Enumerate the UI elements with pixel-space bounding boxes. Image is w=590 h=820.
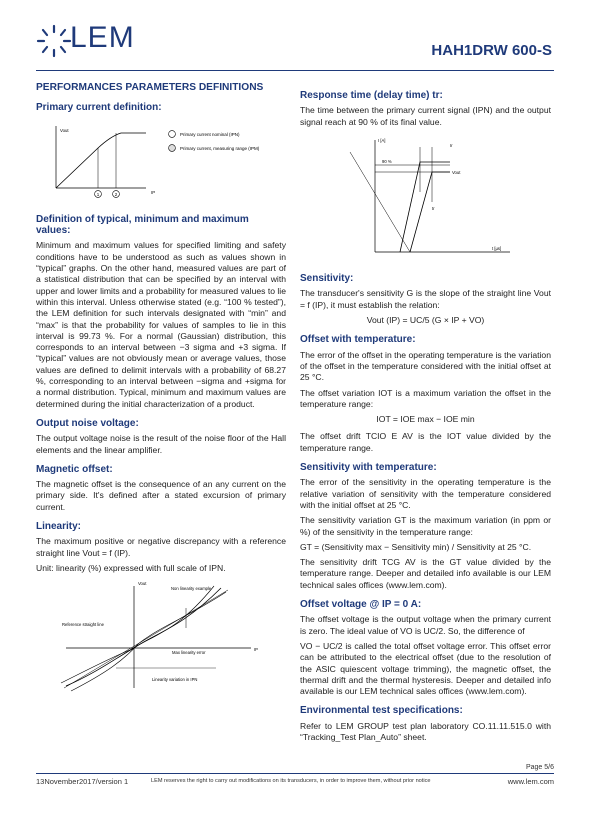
primary-current-diagram bbox=[36, 118, 286, 203]
sensitivity-text: The transducer's sensitivity G is the slope of the straight line Vout = f (IP), it must establish the relation: bbox=[300, 288, 551, 310]
magnetic-offset-text: The magnetic offset is the consequence of an any current on the primary side. It's defined after a stated excursion of primary current. bbox=[36, 479, 286, 512]
sensitivity-temp-text-3: GT = (Sensitivity max − Sensitivity min) / Sensitivity at 25 °C. bbox=[300, 541, 532, 552]
label-variation: Linearity variation in IPN bbox=[152, 677, 198, 683]
label-nonlinear: Non linearity example bbox=[171, 586, 212, 592]
page-number: Page 5/6 bbox=[525, 764, 554, 771]
figure1-legend-2: Primary current, measuring range (IPM) bbox=[180, 145, 260, 151]
footer-website[interactable]: www.lem.com bbox=[507, 777, 554, 786]
environmental-heading: Environmental test specifications: bbox=[300, 705, 463, 717]
sensitivity-temp-text-1: The error of the sensitivity in the operating temperature is the relative variation of sensitivity with the temperature considered with the initial offset at 25 °C. bbox=[300, 477, 551, 510]
product-name: HAH1DRW 600-S bbox=[431, 42, 552, 59]
primary-current-figure bbox=[36, 118, 286, 206]
typical-values-text: Minimum and maximum values for specified limiting and safety conditions have to be understood as such as values shown in “typical” graphs. On the other hand, measured values are part of a statistical distribution that can be specified by an interval with upper and lower limits and a probability for measured values to lie within this interval. Unless otherwise stated (e.g. “100 % tested”), the LEM definition for such intervals designated with “min” and “max” is that the probability for values of samples to lie in this interval is 99.73 %. For a normal (Gaussian) distribution, this corresponds to an interval between −3 sigma and +3 sigma. If “typical” values are not obviously mean or average values, those values are defined to delimit intervals with a probability of 68.27 %, corresponding to an interval between −sigma and +sigma for a normal distribution. Typical, minimum and maximum values are determined during the initial characterization of a product. bbox=[36, 240, 286, 409]
environmental-text: Refer to LEM GROUP test plan laboratory CO.11.11.515.0 with “Tracking_Test Plan_Auto” sheet. bbox=[300, 720, 551, 742]
response-figure bbox=[300, 132, 551, 265]
offset-temp-heading: Offset with temperature: bbox=[300, 334, 416, 346]
figure3-axis-y: I [A] bbox=[378, 137, 386, 143]
noise-text: The output voltage noise is the result of the noise floor of the Hall elements and the linear amplifier. bbox=[36, 433, 286, 455]
figure1-axis-y: Vout bbox=[60, 127, 69, 133]
offset-voltage-text-2: VO − UC/2 is called the total offset voltage error. This offset error can be attributed to the electrical offset (due to the resolution of the ASIC quiescent voltage trimming), the magnetic offset, the thermal drift and the thermal hysteresis. Deeper and detailed info available is our LEM technical sales offices (www.lem.com). bbox=[300, 640, 551, 697]
linearity-text-1: The maximum positive or negative discrepancy with a reference straight line Vout = f (IP). bbox=[36, 536, 286, 558]
footer-divider bbox=[36, 773, 554, 774]
offset-voltage-heading: Offset voltage @ IP = 0 A: bbox=[300, 599, 422, 611]
figure2-axis-x: IP bbox=[254, 647, 258, 653]
figure2-axis-y: Vout bbox=[138, 581, 147, 587]
page-header bbox=[0, 0, 590, 75]
linearity-figure bbox=[36, 578, 286, 701]
logo-text: LEM bbox=[70, 21, 135, 54]
sensitivity-heading: Sensitivity: bbox=[300, 273, 354, 285]
magnetic-offset-heading: Magnetic offset: bbox=[36, 463, 113, 475]
sensitivity-temp-text-2: The sensitivity variation GT is the maximum variation (in ppm or %) of the sensitivity in the temperature range: bbox=[300, 515, 551, 537]
sensitivity-temp-text-4: The sensitivity drift TCG AV is the GT value divided by the temperature range. Deeper and detailed info available is our LEM technical sales offices (www.lem.com). bbox=[300, 557, 551, 590]
offset-temp-text-3: The offset drift TCIO E AV is the IOT value divided by the temperature range. bbox=[300, 431, 551, 453]
response-text: The time between the primary current signal (IPN) and the output signal reach at 90 % of its final value. bbox=[300, 105, 551, 127]
label-ir: Ir bbox=[450, 142, 453, 148]
offset-formula: IOT = IOE max − IOE min bbox=[376, 414, 475, 425]
section-title: PERFORMANCES PARAMETERS DEFINITIONS bbox=[36, 82, 264, 93]
label-vout: Vout bbox=[452, 169, 461, 175]
linearity-text-2: Unit: linearity (%) expressed with full scale of IPN. bbox=[36, 562, 226, 573]
mark-1: 1 bbox=[96, 191, 100, 197]
response-heading: Response time (delay time) tr: bbox=[300, 90, 443, 101]
lem-logo-icon bbox=[34, 24, 74, 60]
offset-temp-text-1: The error of the offset in the operating temperature is the variation of the offset in the temperature considered with the initial offset at 25 °C. bbox=[300, 349, 551, 383]
figure1-axis-x: IP bbox=[151, 189, 156, 195]
typical-values-heading: Definition of typical, minimum and maximum values: bbox=[36, 213, 249, 237]
figure3-axis-x: t [µs] bbox=[492, 245, 502, 251]
sensitivity-temp-heading: Sensitivity with temperature: bbox=[300, 462, 437, 474]
header-divider bbox=[36, 70, 554, 71]
primary-current-heading: Primary current definition: bbox=[36, 102, 162, 114]
footer-disclaimer: LEM reserves the right to carry out modifications on its transducers, in order to improve them, without prior notice bbox=[151, 778, 431, 784]
label-90: 90 % bbox=[382, 158, 392, 164]
sensitivity-formula: Vout (IP) = UC/5 (G × IP + VO) bbox=[366, 315, 485, 326]
noise-heading: Output noise voltage: bbox=[36, 417, 139, 429]
offset-temp-text-2: The offset variation IOT is a maximum variation the offset in the temperature range: bbox=[300, 387, 551, 409]
left-column bbox=[36, 82, 286, 706]
mark-2: 2 bbox=[114, 191, 118, 197]
offset-voltage-text-1: The offset voltage is the output voltage when the primary current is zero. The ideal value of VO is UC/2. So, the difference of bbox=[300, 614, 551, 636]
label-tr: tr bbox=[432, 205, 435, 211]
right-column bbox=[300, 82, 551, 747]
figure1-legend-1: Primary current nominal (IPN) bbox=[180, 131, 240, 137]
response-diagram bbox=[300, 132, 550, 262]
linearity-diagram bbox=[36, 578, 286, 698]
footer-date: 13November2017/version 1 bbox=[36, 777, 129, 786]
linearity-heading: Linearity: bbox=[36, 521, 82, 533]
label-max-error: Max linearity error bbox=[172, 650, 206, 656]
label-reference: Reference straight line bbox=[62, 622, 104, 628]
